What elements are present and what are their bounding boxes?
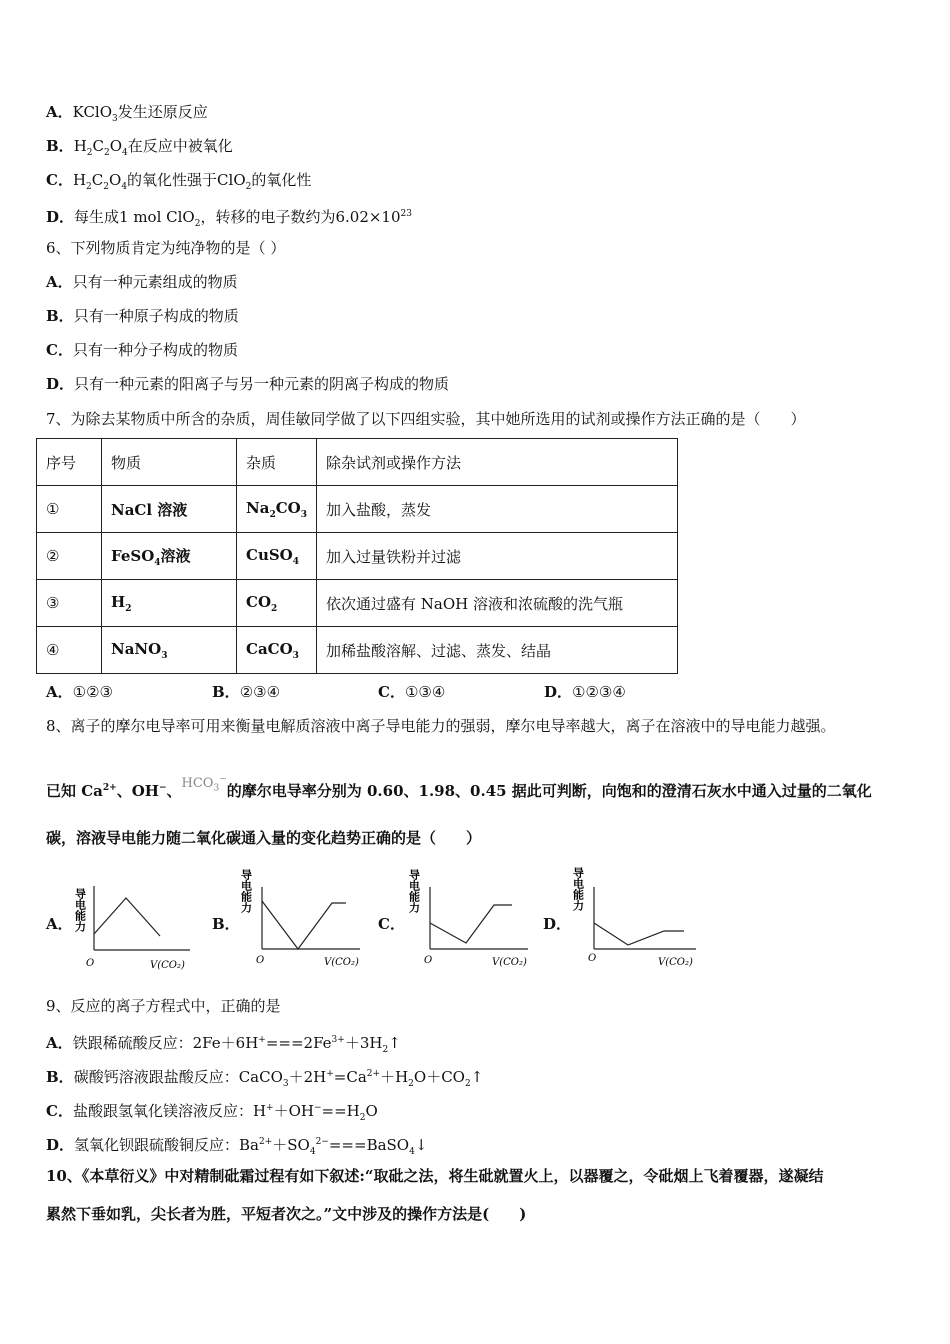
graph-c-origin: O [424,955,433,966]
graph-c-letter[interactable]: C． [378,915,405,933]
q8-line2: 已知 $Ca^{2+}$、OH−、$HCO_3^-$的摩尔电导率分别为 0.60、1.98、0.45 据此可判断，向饱和的澄清石灰水中通入过量的二氧化 [46,774,872,800]
row-no: ③ [37,580,102,627]
q5-option-c[interactable]: C．$H_2C_2O_4$的氧化性强于ClO$_2$的氧化性 [46,171,312,192]
row-method: 加稀盐酸溶解、过滤、蒸发、结晶 [316,627,677,674]
row-method: 加入过量铁粉并过滤 [316,533,677,580]
header-impurity: 杂质 [237,439,317,486]
row-impurity: $Na_2CO_3$ [237,486,317,533]
header-no: 序号 [37,439,102,486]
graph-d-origin: O [588,953,597,964]
graph-d-xlabel: V(CO₂) [658,957,693,968]
graph-c-xlabel: V(CO₂) [492,957,527,968]
q6-option-c[interactable]: C．只有一种分子构成的物质 [46,341,238,359]
table-row [37,486,678,533]
hco3-formula: $HCO_3^-$ [181,774,227,794]
graph-d-letter[interactable]: D． [543,915,572,933]
q9-option-c[interactable]: C．盐酸跟氢氧化镁溶液反应：$H^++OH^-==H_2O$ [46,1102,378,1123]
q7-stem: 7、为除去某物质中所含的杂质，周佳敏同学做了以下四组实验，其中她所选用的试剂或操作方法正确的是（ ） [46,410,806,428]
graph-a-letter[interactable]: A． [46,915,73,933]
q9-stem: 9、反应的离子方程式中，正确的是 [46,997,281,1015]
row-substance: NaNO$_3$ [102,627,237,674]
q5-option-d[interactable]: D．每生成1 mol ClO$_2$，转移的电子数约为$6.02\times 10^{23}$ [46,208,412,229]
row-substance: $H_2$ [102,580,237,627]
graph-c-ylabel: 导电能力 [407,869,421,913]
graph-d-ylabel: 导电能力 [571,867,585,911]
q8-line3: 碳，溶液导电能力随二氧化碳通入量的变化趋势正确的是（ ） [46,829,482,847]
graph-a [70,862,195,974]
q7-choice-b[interactable]: B．②③④ [212,683,281,701]
q6-option-b[interactable]: B．只有一种原子构成的物质 [46,307,239,325]
table-row [37,627,678,674]
row-no: ② [37,533,102,580]
graph-c-curve [430,905,512,943]
graph-b-ylabel: 导电能力 [239,869,253,913]
graph-d-curve [594,923,684,945]
q6-stem: 6、下列物质肯定为纯净物的是（ ） [46,239,286,257]
graph-a-curve [94,898,160,936]
graph-b-xlabel: V(CO₂) [324,957,359,968]
header-method: 除杂试剂或操作方法 [316,439,677,486]
row-method: 加入盐酸，蒸发 [316,486,677,533]
table-header-row [37,439,678,486]
row-substance: NaCl 溶液 [102,486,237,533]
header-substance: 物质 [102,439,237,486]
graph-b-origin: O [256,955,265,966]
q6-option-d[interactable]: D．只有一种元素的阳离子与另一种元素的阴离子构成的物质 [46,375,450,393]
q9-option-a[interactable]: A．铁跟稀硫酸反应：$2Fe+6H^+===2Fe^{3+}+3H_2↑$ [46,1034,401,1055]
q9-option-d[interactable]: D．氢氧化钡跟硫酸铜反应：$Ba^{2+}+SO_4^{2-}===BaSO_4↓$ [46,1136,428,1157]
row-no: ① [37,486,102,533]
q7-table [36,438,678,674]
q10-line1: 10、《本草衍义》中对精制砒霜过程有如下叙述:“取砒之法，将生砒就置火上，以器覆之，令砒烟上飞着覆器，遂凝结 [46,1167,824,1185]
q7-choice-a[interactable]: A．①②③ [46,683,113,701]
q7-choice-d[interactable]: D．①②③④ [544,683,626,701]
row-no: ④ [37,627,102,674]
graph-b-letter[interactable]: B． [212,915,240,933]
row-method: 依次通过盛有 NaOH 溶液和浓硫酸的洗气瓶 [316,580,677,627]
q9-option-b[interactable]: B．碳酸钙溶液跟盐酸反应：$CaCO_3+2H^+=Ca^{2+}+H_2O+CO_2↑$ [46,1068,484,1089]
table-row [37,580,678,627]
row-impurity: CuSO$_4$ [237,533,317,580]
graph-a-origin: O [86,958,95,969]
graph-b-curve [262,901,346,949]
q5-option-b[interactable]: B．$H_2C_2O_4$在反应中被氧化 [46,137,233,158]
graph-c [402,857,532,972]
q7-choices [46,682,626,702]
q7-choice-c[interactable]: C．①③④ [378,683,446,701]
row-substance: FeSO$_4$溶液 [102,533,237,580]
q5-option-a[interactable]: A．KClO$_3$发生还原反应 [46,103,208,124]
q6-option-a[interactable]: A．只有一种元素组成的物质 [46,273,238,291]
graph-a-ylabel: 导电能力 [73,888,87,932]
row-impurity: $CO_2$ [237,580,317,627]
graph-d [566,857,701,972]
graph-b [236,857,366,972]
q10-line2: 累然下垂如乳，尖长者为胜，平短者次之。”文中涉及的操作方法是( ) [46,1205,527,1223]
q8-line1: 8、离子的摩尔电导率可用来衡量电解质溶液中离子导电能力的强弱，摩尔电导率越大，离子在溶液中的导电能力越强。 [46,717,836,735]
row-impurity: CaCO$_3$ [237,627,317,674]
graph-a-xlabel: V(CO₂) [150,960,185,971]
table-row [37,533,678,580]
